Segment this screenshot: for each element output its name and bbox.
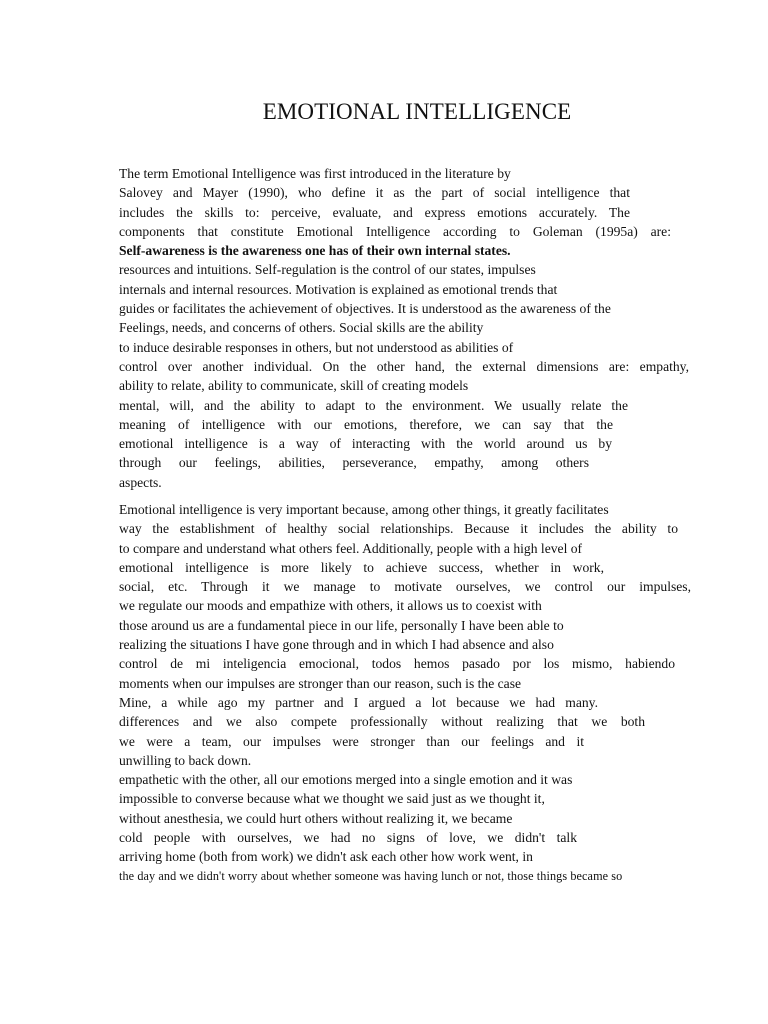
text-line: components that constitute Emotional Intelligence according to Goleman (1995a) are: (119, 223, 671, 239)
text-line: mental, will, and the ability to adapt to the environment. We usually relate the (119, 397, 628, 413)
text-line: through our feelings, abilities, perseverance, empathy, among others (119, 455, 589, 471)
text-line: meaning of intelligence with our emotions, therefore, we can say that the (119, 416, 613, 432)
text-line: guides or facilitates the achievement of objectives. It is understood as the awareness of the (119, 301, 611, 317)
text-line: without anesthesia, we could hurt others without realizing it, we became (119, 810, 513, 826)
text-line: way the establishment of healthy social relationships. Because it includes the ability to (119, 521, 678, 537)
text-line: resources and intuitions. Self-regulation is the control of our states, impulses (119, 262, 536, 278)
text-line: The term Emotional Intelligence was first introduced in the literature by (119, 166, 511, 181)
text-line: to compare and understand what others feel. Additionally, people with a high level of (119, 540, 583, 556)
text-line: control de mi inteligencia emocional, todos hemos pasado por los mismo, habiendo (119, 656, 675, 672)
text-line: Emotional intelligence is very important because, among other things, it greatly facilitates (119, 502, 609, 517)
text-line: aspects. (119, 474, 162, 490)
text-line: control over another individual. On the other hand, the external dimensions are: empathy, (119, 358, 689, 374)
text-line: impossible to converse because what we thought we said just as we thought it, (119, 791, 545, 807)
document-title: EMOTIONAL INTELLIGENCE (262, 99, 572, 124)
text-line: the day and we didn't worry about whether someone was having lunch or not, those things became so (119, 868, 623, 883)
text-line: those around us are a fundamental piece in our life, personally I have been able to (119, 617, 564, 633)
text-line: social, etc. Through it we manage to motivate ourselves, we control our impulses, (119, 579, 691, 595)
text-line: ability to relate, ability to communicate, skill of creating models (119, 378, 469, 394)
text-line: internals and internal resources. Motivation is explained as emotional trends that (119, 281, 558, 297)
text-line: we were a team, our impulses were stronger than our feelings and it (119, 733, 584, 749)
text-line: emotional intelligence is more likely to achieve success, whether in work, (119, 559, 604, 575)
text-line: cold people with ourselves, we had no signs of love, we didn't talk (119, 830, 577, 846)
paragraph-1 (119, 164, 691, 492)
text-line: empathetic with the other, all our emotions merged into a single emotion and it was (119, 772, 573, 788)
text-line: Mine, a while ago my partner and I argued a lot because we had many. (119, 694, 598, 710)
paragraph-2 (119, 500, 691, 886)
text-line: to induce desirable responses in others, but not understood as abilities of (119, 339, 514, 355)
text-line: realizing the situations I have gone through and in which I had absence and also (119, 637, 554, 653)
text-line: Feelings, needs, and concerns of others. Social skills are the ability (119, 320, 484, 336)
text-line: includes the skills to: perceive, evaluate, and express emotions accurately. The (119, 204, 630, 220)
text-line: emotional intelligence is a way of interacting with the world around us by (119, 436, 612, 452)
text-line: Salovey and Mayer (1990), who define it as the part of social intelligence that (119, 185, 630, 201)
text-line: differences and we also compete professionally without realizing that we both (119, 714, 645, 730)
text-line: Self-awareness is the awareness one has of their own internal states. (119, 243, 511, 259)
text-line: moments when our impulses are stronger than our reason, such is the case (119, 675, 522, 691)
text-line: we regulate our moods and empathize with others, it allows us to coexist with (119, 598, 542, 614)
text-line: arriving home (both from work) we didn't ask each other how work went, in (119, 849, 533, 865)
text-line: unwilling to back down. (119, 752, 252, 768)
